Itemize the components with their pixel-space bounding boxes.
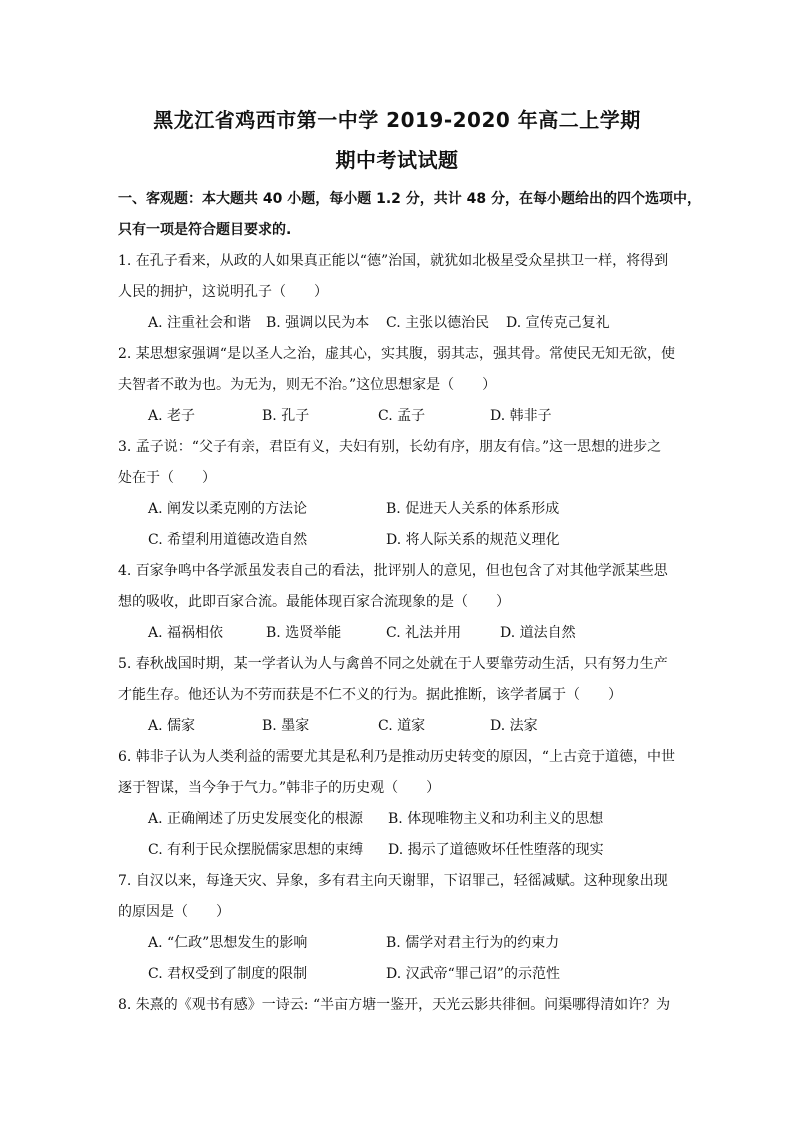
question-2-option-a: A. 老子 bbox=[148, 408, 196, 424]
question-6-option-b: B. 体现唯物主义和功利主义的思想 bbox=[388, 811, 604, 827]
question-1-option-a: A. 注重社会和谐 bbox=[148, 315, 252, 331]
section-instructions-line1: 一、客观题：本大题共 40 小题，每小题 1.2 分，共计 48 分，在每小题给出的四个选项中， bbox=[118, 191, 702, 207]
question-3-option-c: C. 希望利用道德改造自然 bbox=[148, 532, 308, 548]
question-6-stem-line2: 逐于智谋，当今争于气力。”韩非子的历史观（ ） bbox=[118, 780, 441, 796]
question-4-option-c: C. 礼法并用 bbox=[386, 625, 462, 641]
question-6-option-c: C. 有利于民众摆脱儒家思想的束缚 bbox=[148, 842, 364, 858]
question-5-option-a: A. 儒家 bbox=[148, 718, 196, 734]
question-7-option-c: C. 君权受到了制度的限制 bbox=[148, 966, 308, 982]
question-3-stem-line2: 处在于（ ） bbox=[118, 470, 216, 486]
question-5-option-d: D. 法家 bbox=[490, 718, 538, 734]
question-7-option-b: B. 儒学对君主行为的约束力 bbox=[386, 935, 560, 951]
question-5-option-b: B. 墨家 bbox=[262, 718, 310, 734]
question-1-stem-line1: 1. 在孔子看来，从政的人如果真正能以“德”治国，就犹如北极星受众星拱卫一样，将得到 bbox=[118, 253, 669, 269]
question-7-stem-line1: 7. 自汉以来，每逢天灾、异象，多有君主向天谢罪，下诏罪己，轻徭减赋。这种现象出现 bbox=[118, 873, 668, 889]
question-7-stem-line2: 的原因是（ ） bbox=[118, 904, 230, 920]
question-7-option-a: A. “仁政”思想发生的影响 bbox=[148, 935, 308, 951]
question-2-stem-line1: 2. 某思想家强调“是以圣人之治，虚其心，实其腹，弱其志，强其骨。常使民无知无欲，使 bbox=[118, 346, 675, 362]
question-3-option-b: B. 促进天人关系的体系形成 bbox=[386, 501, 560, 517]
question-4-option-d: D. 道法自然 bbox=[500, 625, 576, 641]
question-5-stem-line1: 5. 春秋战国时期，某一学者认为人与禽兽不同之处就在于人要靠劳动生活，只有努力生产 bbox=[118, 656, 668, 672]
question-3-option-a: A. 阐发以柔克刚的方法论 bbox=[148, 501, 308, 517]
question-2-option-c: C. 孟子 bbox=[378, 408, 426, 424]
section-instructions-line2: 只有一项是符合题目要求的. bbox=[118, 222, 292, 238]
exam-title-line2: 期中考试试题 bbox=[335, 148, 459, 172]
question-3-stem-line1: 3. 孟子说：“父子有亲，君臣有义，夫妇有别，长幼有序，朋友有信。”这一思想的进步之 bbox=[118, 439, 662, 455]
question-4-option-b: B. 选贤举能 bbox=[266, 625, 342, 641]
question-3-option-d: D. 将人际关系的规范义理化 bbox=[386, 532, 560, 548]
exam-title-line1: 黑龙江省鸡西市第一中学 2019-2020 年高二上学期 bbox=[153, 108, 641, 132]
question-6-option-d: D. 揭示了道德败坏任性堕落的现实 bbox=[388, 842, 604, 858]
question-2-stem-line2: 夫智者不敢为也。为无为，则无不治。”这位思想家是（ ） bbox=[118, 377, 497, 393]
question-5-option-c: C. 道家 bbox=[378, 718, 426, 734]
question-1-option-c: C. 主张以德治民 bbox=[386, 315, 490, 331]
question-2-option-d: D. 韩非子 bbox=[490, 408, 552, 424]
question-4-option-a: A. 福祸相依 bbox=[148, 625, 224, 641]
question-8-stem-line1: 8. 朱熹的《观书有感》一诗云: “半亩方塘一鉴开，天光云影共徘徊。问渠哪得清如许？为 bbox=[118, 997, 671, 1013]
question-4-stem-line2: 想的吸收，此即百家合流。最能体现百家合流现象的是（ ） bbox=[118, 594, 510, 610]
question-1-option-d: D. 宣传克己复礼 bbox=[506, 315, 610, 331]
question-1-stem-line2: 人民的拥护，这说明孔子（ ） bbox=[118, 284, 328, 300]
question-6-stem-line1: 6. 韩非子认为人类利益的需要尤其是私利乃是推动历史转变的原因，“上古竞于道德，中世 bbox=[118, 749, 675, 765]
question-4-stem-line1: 4. 百家争鸣中各学派虽发表自己的看法，批评别人的意见，但也包含了对其他学派某些思 bbox=[118, 563, 668, 579]
question-2-option-b: B. 孔子 bbox=[262, 408, 310, 424]
question-6-option-a: A. 正确阐述了历史发展变化的根源 bbox=[148, 811, 364, 827]
question-5-stem-line2: 才能生存。他还认为不劳而获是不仁不义的行为。据此推断，该学者属于（ ） bbox=[118, 687, 622, 703]
question-1-option-b: B. 强调以民为本 bbox=[266, 315, 370, 331]
question-7-option-d: D. 汉武帝“罪己诏”的示范性 bbox=[386, 966, 560, 982]
